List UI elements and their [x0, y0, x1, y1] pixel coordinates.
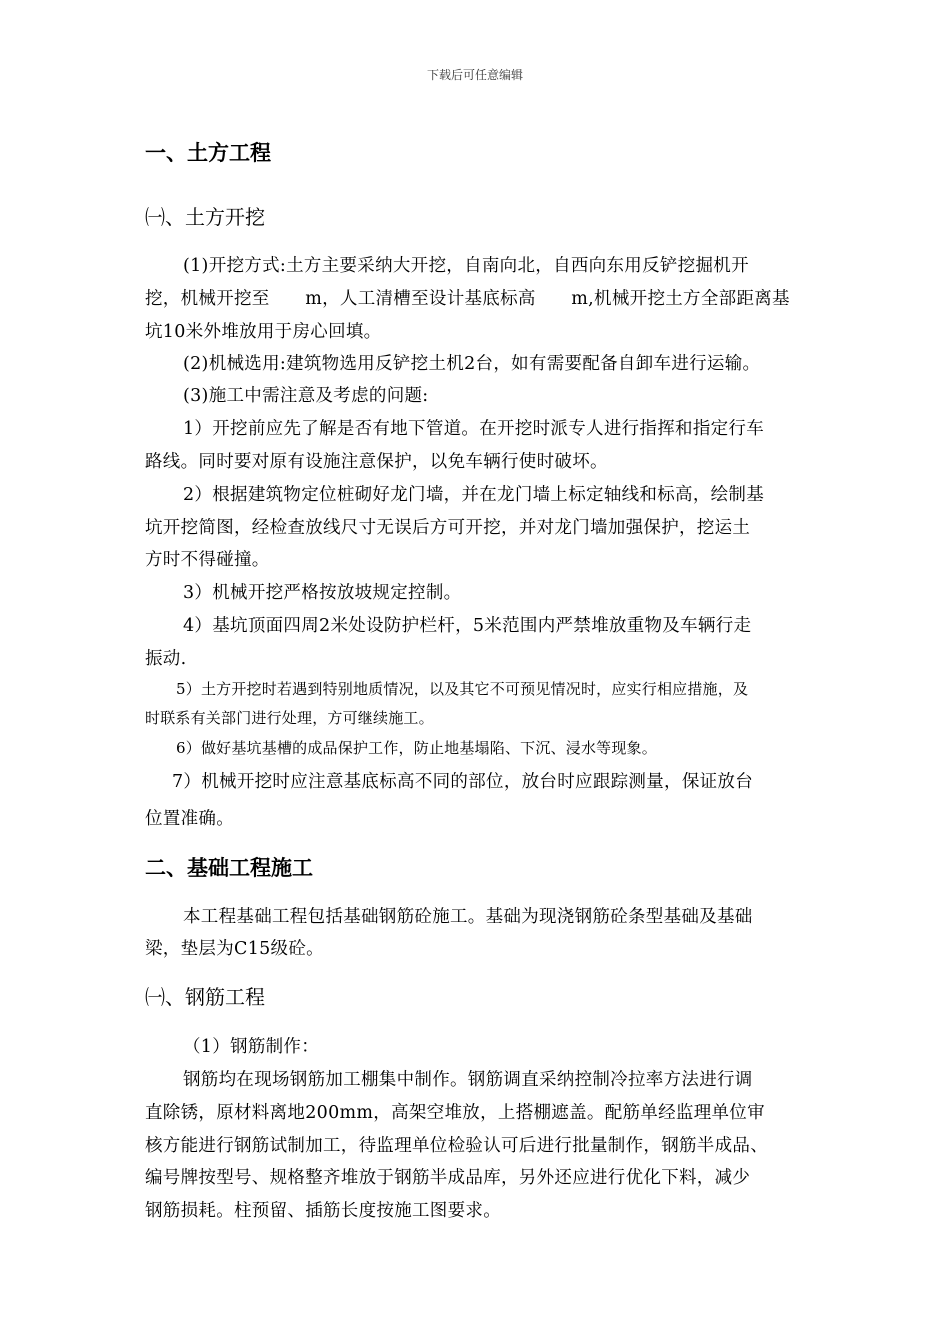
paragraph-line: (2)机械选用:建筑物选用反铲挖土机2台，如有需要配备自卸车进行运输。 — [183, 354, 761, 374]
paragraph-line: 直除锈，原材料离地200mm，高架空堆放，上搭棚遮盖。配筋单经监理单位审 — [145, 1103, 765, 1123]
paragraph-line: 1）开挖前应先了解是否有地下管道。在开挖时派专人进行指挥和指定行车 — [183, 419, 765, 439]
section-1-title: 一、土方工程 — [145, 141, 271, 165]
paragraph-line: 路线。同时要对原有设施注意保护，以免车辆行使时破坏。 — [145, 452, 608, 472]
paragraph-line: 钢筋损耗。柱预留、插筋长度按施工图要求。 — [145, 1201, 501, 1221]
paragraph-line: 本工程基础工程包括基础钢筋砼施工。基础为现浇钢筋砼条型基础及基础 — [183, 907, 753, 927]
paragraph-line: 钢筋均在现场钢筋加工棚集中制作。钢筋调直采纳控制冷拉率方法进行调 — [183, 1070, 753, 1090]
paragraph-line: 6）做好基坑基槽的成品保护工作，防止地基塌陷、下沉、浸水等现象。 — [176, 739, 657, 757]
paragraph-line: (1)开挖方式:土方主要采纳大开挖，自南向北，自西向东用反铲挖掘机开 — [183, 256, 749, 276]
paragraph-line: 2）根据建筑物定位桩砌好龙门墙，并在龙门墙上标定轴线和标高，绘制基 — [183, 485, 765, 505]
paragraph-line: (3)施工中需注意及考虑的问题: — [183, 386, 429, 406]
paragraph-line: 梁，垫层为C15级砼。 — [145, 939, 324, 959]
paragraph-line: 编号牌按型号、规格整齐堆放于钢筋半成品库，另外还应进行优化下料，减少 — [145, 1168, 751, 1188]
paragraph-line: 位置准确。 — [145, 809, 234, 829]
paragraph-line: 振动. — [145, 649, 187, 669]
paragraph-line: 时联系有关部门进行处理，方可继续施工。 — [145, 709, 434, 727]
subsection-1-1-title: ㈠、土方开挖 — [145, 205, 265, 229]
paragraph-line: 3）机械开挖严格按放坡规定控制。 — [183, 583, 462, 603]
paragraph-line: 方时不得碰撞。 — [145, 550, 270, 570]
paragraph-line: 7）机械开挖时应注意基底标高不同的部位，放台时应跟踪测量，保证放台 — [172, 772, 754, 792]
paragraph-line: 坑10米外堆放用于房心回填。 — [145, 322, 382, 342]
paragraph-line: （1）钢筋制作： — [183, 1037, 320, 1057]
paragraph-line: 坑开挖简图，经检查放线尺寸无误后方可开挖，并对龙门墙加强保护，挖运土 — [145, 518, 751, 538]
paragraph-line: 4）基坑顶面四周2米处设防护栏杆，5米范围内严禁堆放重物及车辆行走 — [183, 616, 752, 636]
section-2-title: 二、基础工程施工 — [145, 856, 313, 880]
paragraph-line: 挖，机械开挖至 m，人工清槽至设计基底标高 m,机械开挖土方全部距离基 — [145, 289, 790, 309]
header-note: 下载后可任意编辑 — [426, 68, 523, 82]
subsection-2-1-title: ㈠、钢筋工程 — [145, 985, 265, 1009]
paragraph-line: 5）土方开挖时若遇到特别地质情况，以及其它不可预见情况时，应实行相应措施，及 — [176, 680, 749, 698]
paragraph-line: 核方能进行钢筋试制加工，待监理单位检验认可后进行批量制作，钢筋半成品、 — [145, 1136, 768, 1156]
